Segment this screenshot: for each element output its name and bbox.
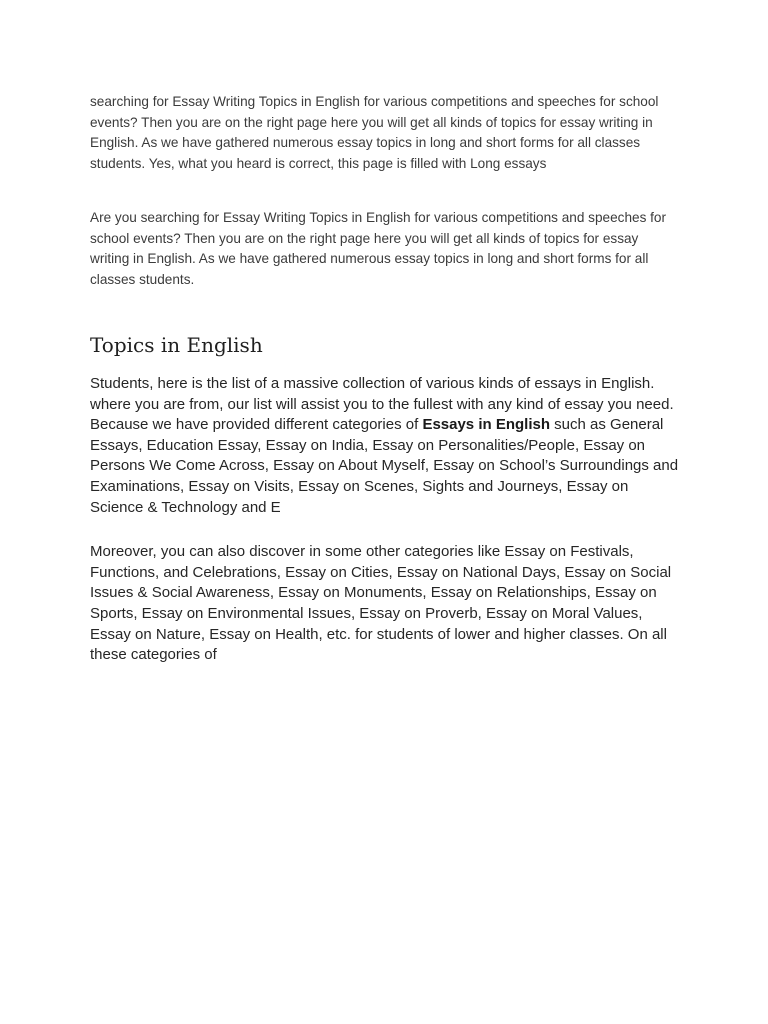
body-paragraph-1 — [90, 374, 680, 518]
body-paragraph-2: Moreover, you can also discover in some other categories like Essay on Festivals, Functions, and Celebrations, Essay on Cities, Essay on National Days, Essay on Social Issues & Social Awareness, Essay on Monuments, Essay on Relationships, Essay on Sports, Essay on Environmental Issues, Essay on Proverb, Essay on Moral Values, Essay on Nature, Essay on Health, etc. for students of lower and higher classes. On all these categories of — [90, 543, 672, 664]
intro-paragraph-2: Are you searching for Essay Writing Topics in English for various competitions and speeches for school events? Then you are on the right page here you will get all kinds of topics for essay writing in English. As we have gathered numerous essay topics in long and short forms for all classes students. — [90, 210, 667, 287]
essays-in-english-bold: Essays in English — [422, 416, 550, 434]
body-paragraph-1-text-start: Students, here is the list of a massive collection of various kinds of essays in English. where you are from, our list will assist you to the fullest with any kind of essay you need. Because we have provided different categories of — [90, 375, 674, 434]
intro-paragraph-1: searching for Essay Writing Topics in English for various competitions and speeches for school events? Then you are on the right page here you will get all kinds of topics for essay writing in English. As we have gathered numerous essay topics in long and short forms for all classes students. Yes, what you heard is correct, this page is filled with Long essays — [90, 94, 659, 171]
body-paragraph-1-text-end: such as General Essays, Education Essay, Essay on India, Essay on Personalities/People, Essay on Persons We Come Across, Essay on About Myself, Essay on School’s Surroundings and Examinations, Essay on Visits, Essay on Scenes, Sights and Journeys, Essay on Science & Technology and E — [90, 416, 679, 516]
section-heading: Topics in English — [90, 333, 263, 357]
document-content — [90, 92, 680, 666]
